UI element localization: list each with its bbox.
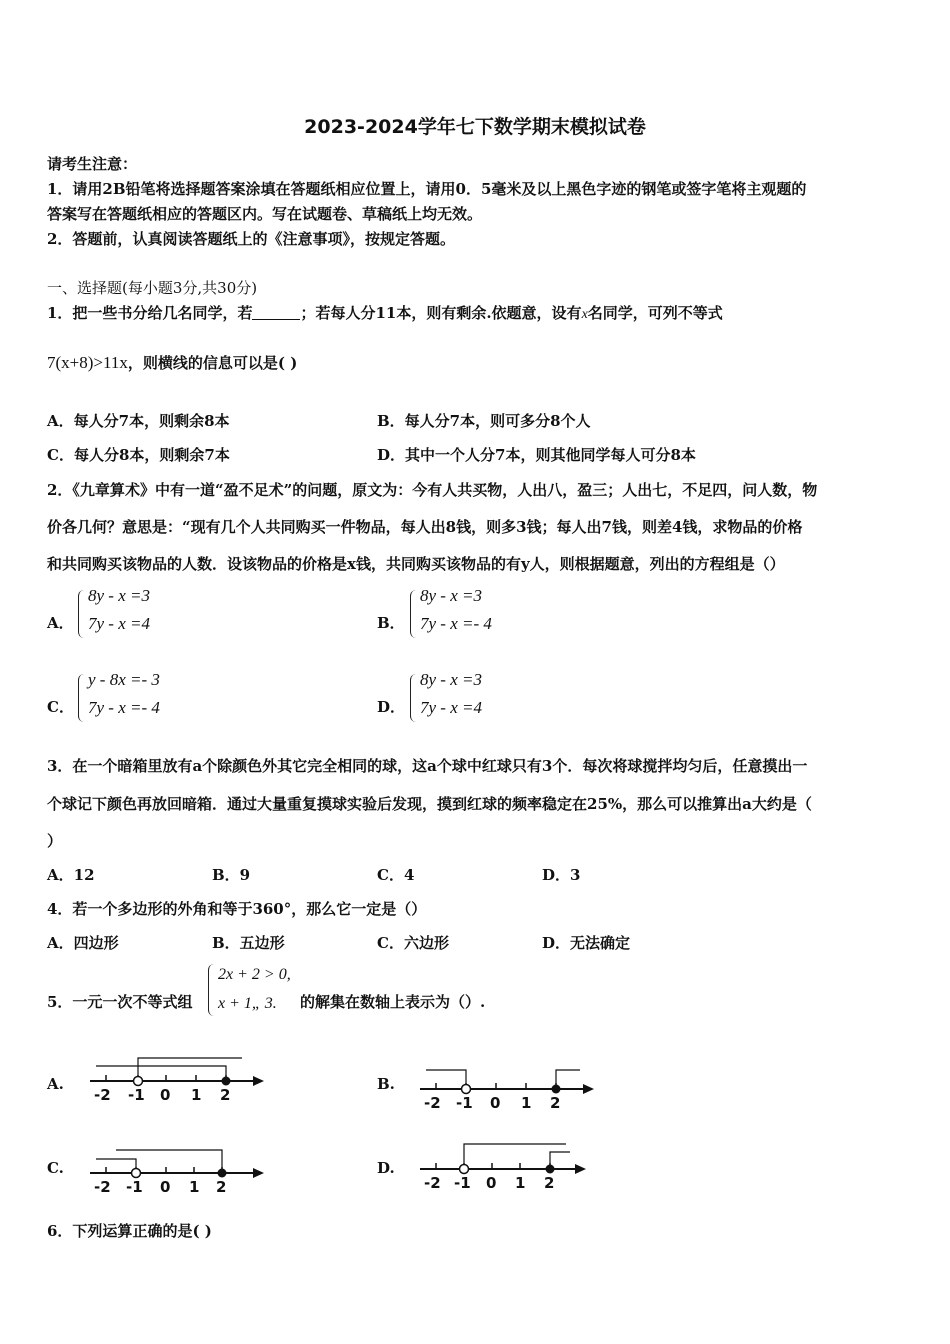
q2-line-1: 2．《九章算术》中有一道“盈不足术”的问题，原文为：今有人共买物，人出八，盈三；人出七，不足四，问人数，物	[47, 481, 818, 499]
q5-option-d-number-line[interactable]	[420, 1140, 600, 1196]
tick-label: -1	[128, 1086, 145, 1104]
tick-label: 1	[515, 1174, 526, 1192]
q1-variable: x	[581, 307, 588, 322]
tick-label: 2	[216, 1178, 227, 1196]
notice-line-2: 2．答题前，认真阅读答题纸上的《注意事项》，按规定答题。	[47, 230, 455, 248]
q2-option-d-eq-1: 8y - x =3	[420, 670, 482, 689]
arrow-icon	[575, 1164, 586, 1174]
arrow-icon	[253, 1168, 264, 1178]
notice-line-1b: 答案写在答题纸相应的答题区内。写在试题卷、草稿纸上均无效。	[47, 205, 483, 223]
open-point	[462, 1085, 471, 1094]
tick-label: -2	[424, 1094, 441, 1112]
q6-stem: 6．下列运算正确的是( )	[47, 1222, 212, 1240]
tick-label: 1	[521, 1094, 532, 1112]
brace-icon	[78, 674, 87, 722]
q5-stem-b: 的解集在数轴上表示为（）.	[300, 993, 486, 1011]
tick-label: -1	[456, 1094, 473, 1112]
q2-option-a-label[interactable]: A．	[47, 614, 74, 632]
q1-option-d[interactable]: D．其中一个人分7本，则其他同学每人可分8本	[377, 446, 696, 464]
q2-option-d-label[interactable]: D．	[377, 698, 406, 716]
q1-option-a[interactable]: A．每人分7本，则剩余8本	[47, 412, 230, 430]
q2-option-d-eq-2: 7y - x =4	[420, 698, 482, 717]
q2-option-c-eq-1: y - 8x =- 3	[88, 670, 160, 689]
q5-option-d-label[interactable]: D.	[377, 1159, 395, 1177]
q5-inequality-1: 2x + 2 > 0,	[218, 966, 291, 983]
brace-icon	[78, 590, 87, 638]
q1-stem-part-c: 名同学，可列不等式	[587, 304, 723, 322]
q4-option-b[interactable]: B．五边形	[212, 934, 285, 952]
q2-option-b-label[interactable]: B．	[377, 614, 405, 632]
tick-label: -2	[424, 1174, 441, 1192]
open-point	[134, 1077, 143, 1086]
q2-line-3: 和共同购买该物品的人数．设该物品的价格是x钱，共同购买该物品的有y人，则根据题意，列出的方程组是（）	[47, 555, 785, 573]
tick-label: 0	[490, 1094, 501, 1112]
q1-stem-part-b: ；若每人分11本，则有剩余.依题意，设有	[300, 304, 582, 322]
q1-stem-part-a: 1．把一些书分给几名同学，若	[47, 304, 253, 322]
q2-option-b-eq-1: 8y - x =3	[420, 586, 482, 605]
open-point	[132, 1169, 141, 1178]
tick-label: 1	[189, 1178, 200, 1196]
q1-option-c[interactable]: C．每人分8本，则剩余7本	[47, 446, 230, 464]
q3-option-b[interactable]: B．9	[212, 866, 251, 884]
tick-label: -1	[454, 1174, 471, 1192]
q5-stem-a: 5．一元一次不等式组	[47, 993, 193, 1011]
solid-point	[546, 1165, 555, 1174]
q1-stem	[47, 302, 723, 323]
q3-option-c[interactable]: C．4	[377, 866, 415, 884]
arrow-icon	[253, 1076, 264, 1086]
tick-label: -2	[94, 1086, 111, 1104]
q3-option-a[interactable]: A．12	[47, 866, 95, 884]
q1-option-b[interactable]: B．每人分7本，则可多分8个人	[377, 412, 591, 430]
q1-inequality-line	[47, 352, 297, 373]
tick-label: 0	[160, 1086, 171, 1104]
solid-point	[218, 1169, 227, 1178]
q5-option-c-label[interactable]: C.	[47, 1159, 64, 1177]
q5-inequality-2: x + 1„ 3.	[218, 995, 277, 1012]
q4-stem: 4．若一个多边形的外角和等于360°，那么它一定是（）	[47, 900, 427, 918]
tick-label: -2	[94, 1178, 111, 1196]
open-point	[460, 1165, 469, 1174]
arrow-icon	[583, 1084, 594, 1094]
q1-blank	[252, 319, 300, 320]
q2-option-b-eq-2: 7y - x =- 4	[420, 614, 492, 633]
q5-option-b-number-line[interactable]	[420, 1060, 600, 1116]
q5-option-c-number-line[interactable]	[90, 1144, 270, 1200]
solid-point	[222, 1077, 231, 1086]
tick-label: 0	[160, 1178, 171, 1196]
tick-label: 0	[486, 1174, 497, 1192]
q1-stem-part-d: ，则横线的信息可以是( )	[127, 354, 298, 372]
section-heading: 一、选择题(每小题3分,共30分)	[47, 279, 258, 297]
range-bracket-right	[96, 1066, 226, 1081]
q2-option-c-eq-2: 7y - x =- 4	[88, 698, 160, 717]
q2-option-c-label[interactable]: C．	[47, 698, 74, 716]
q5-option-a-label[interactable]: A.	[47, 1075, 64, 1093]
q3-line-1: 3．在一个暗箱里放有a个除颜色外其它完全相同的球，这a个球中红球只有3个．每次将球搅拌均匀后，任意摸出一	[47, 757, 808, 775]
q5-option-b-label[interactable]: B.	[377, 1075, 395, 1093]
tick-label: 2	[220, 1086, 231, 1104]
page-title: 2023-2024学年七下数学期末模拟试卷	[304, 116, 646, 138]
notice-line-1a: 1．请用2B铅笔将选择题答案涂填在答题纸相应位置上，请用0．5毫米及以上黑色字迹的钢笔或签字笔将主观题的	[47, 180, 807, 198]
q2-option-a-eq-1: 8y - x =3	[88, 586, 150, 605]
q3-line-2: 个球记下颜色再放回暗箱．通过大量重复摸球实验后发现，摸到红球的频率稳定在25%，那么可以推算出a大约是（	[47, 795, 812, 813]
range-bracket-right	[96, 1159, 136, 1173]
q3-option-d[interactable]: D．3	[542, 866, 581, 884]
q4-option-a[interactable]: A．四边形	[47, 934, 119, 952]
notice-heading: 请考生注意：	[47, 155, 138, 173]
tick-label: 1	[191, 1086, 202, 1104]
q2-option-a-eq-2: 7y - x =4	[88, 614, 150, 633]
q4-option-c[interactable]: C．六边形	[377, 934, 449, 952]
q4-option-d[interactable]: D．无法确定	[542, 934, 631, 952]
tick-label: 2	[550, 1094, 561, 1112]
range-bracket-left	[426, 1070, 466, 1089]
range-bracket-left	[116, 1150, 222, 1173]
q2-line-2: 价各几何？意思是：“现有几个人共同购买一件物品，每人出8钱，则多3钱；每人出7钱，则差4钱，求物品的价格	[47, 518, 803, 536]
brace-icon	[208, 964, 217, 1016]
range-bracket-right	[556, 1070, 580, 1089]
q1-inequality: 7(x+8)>11x	[47, 353, 128, 372]
tick-label: 2	[544, 1174, 555, 1192]
solid-point	[552, 1085, 561, 1094]
brace-icon	[410, 590, 419, 638]
tick-label: -1	[126, 1178, 143, 1196]
q5-option-a-number-line[interactable]	[90, 1052, 270, 1108]
brace-icon	[410, 674, 419, 722]
q3-line-3: ）	[47, 832, 63, 850]
